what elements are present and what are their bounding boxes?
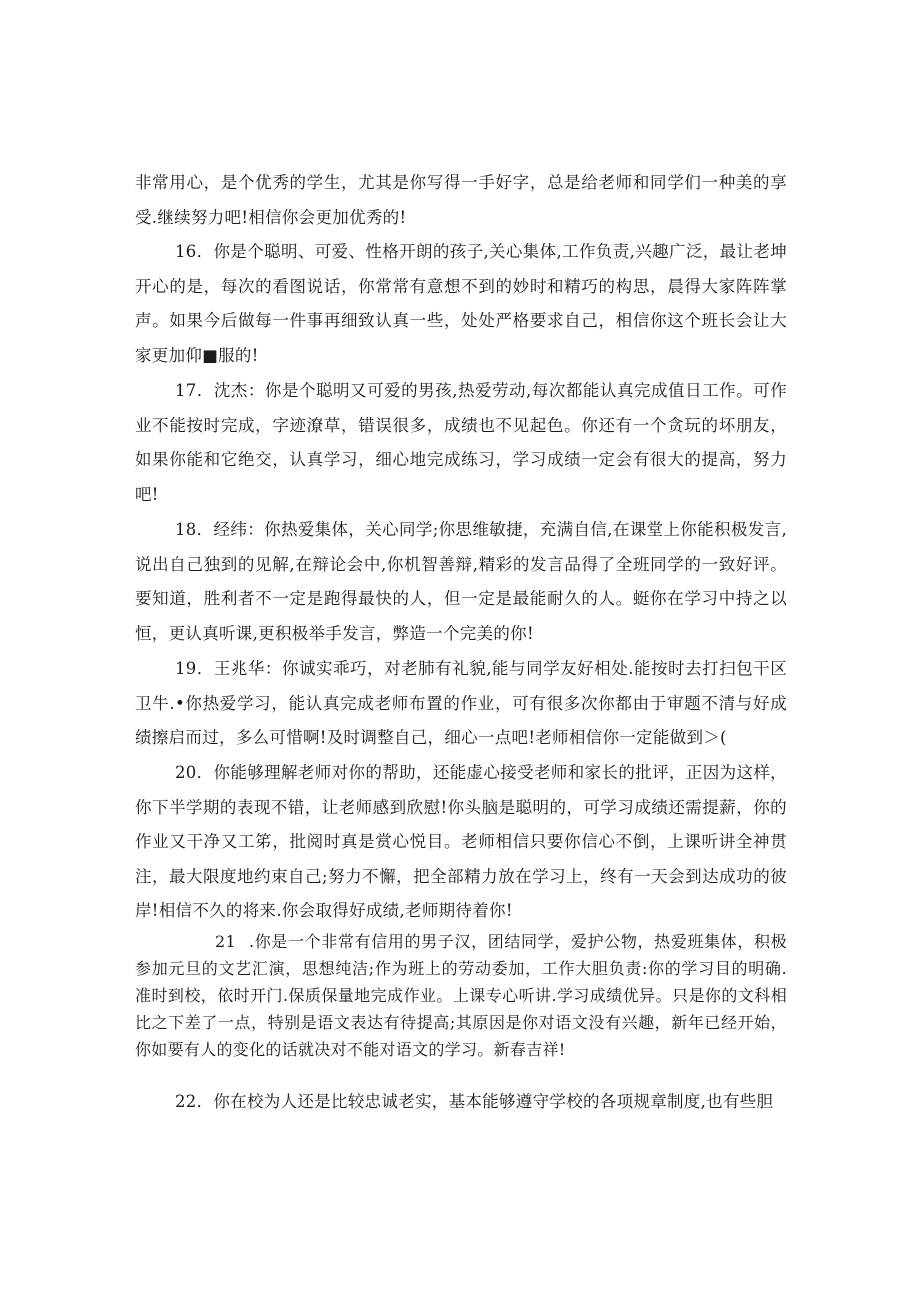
- paragraph-comment-16: 16．你是个聪明、可爱、性格开朗的孩子,关心集体,工作负责,兴趣广泛，最让老坤开心的是，每次的看图说话，你常常有意想不到的妙时和精巧的构思，晨得大家阵阵掌声。如果今后做每一件事再细致认真一些，处处严格要求自己，相信你这个班长会让大家更加仰■服的!: [135, 242, 787, 365]
- paragraph-continuation: 非常用心，是个优秀的学生，尤其是你写得一手好字，总是给老师和同学们一种美的享受.继续努力吧!相信你会更加优秀的!: [135, 173, 787, 227]
- paragraph-comment-21: [135, 928, 787, 1063]
- paragraph-comment-22: 22．你在校为人还是比较忠诚老实，基本能够遵守学校的各项规章制度,也有些胆: [175, 1092, 774, 1111]
- paragraph-comment-18: 18．经纬：你热爱集体，关心同学;你思维敏捷，充满自信,在课堂上你能积极发言,说出自己独到的见解,在辩论会中,你机智善辩,精彩的发言品得了全班同学的一致好评。要知道，胜利者不一定是跑得最快的人，但一定是最能耐久的人。蜓你在学习中持之以恒，更认真听课,更积极举手发言，弊造一个完美的你!: [135, 520, 787, 643]
- paragraph-comment-20: 20．你能够理解老师对你的帮助，还能虚心接受老师和家长的批评，正因为这样，你下半学期的表现不错，让老师感到欣慰!你头脑是聪明的，可学习成绩还需提薪，你的作业又干净又工笫，批阅时真是赏心悦目。老师相信只要你信心不倒，上课听讲全神贯注，最大限度地约束自己;努力不懈，把全部精力放在学习上，终有一天会到达成功的彼岸!相信不久的将来.你会取得好成绩,老师期待着你!: [135, 763, 787, 920]
- paragraph-comment-19: 19．王兆华：你诚实乖巧，对老肺有礼貌,能与同学友好相处.能按时去打扫包干区卫牛.•你热爱学习，能认真完成老师布置的作业，可有很多次你都由于审题不清与好成绩擦启而过，多么可惜啊!及时调整自己，细心一点吧!老师相信你一定能做到＞(: [135, 659, 787, 747]
- comment-number: 21: [215, 932, 236, 951]
- paragraph-comment-17: 17．沈杰：你是个聪明又可爱的男孩,热爱劳动,每次都能认真完成值日工作。可作业不能按时完成，字迹潦草，错误很多，成绩也不见起色。你还有一个贪玩的坏朋友，如果你能和它绝交，认真学习，细心地完成练习，学习成绩一定会有很大的提高，努力吧!: [135, 381, 787, 504]
- comment-text: .你是一个非常有信用的男子汉，团结同学，爱护公物，热爱班集体，积极参加元旦的文艺汇演，思想纯洁;作为班上的劳动委加，工作大胆负责:你的学习目的明确.准时到校，依时开门.保质保量地完成作业。上课专心听讲.学习成绩优异。只是你的文科相比之下差了一点，特别是语文表达有待提高;其原因是你对语文没有兴趣，新年已经开始，你如要有人的变化的话就决对不能对语文的学习。新春吉祥!: [135, 932, 787, 1059]
